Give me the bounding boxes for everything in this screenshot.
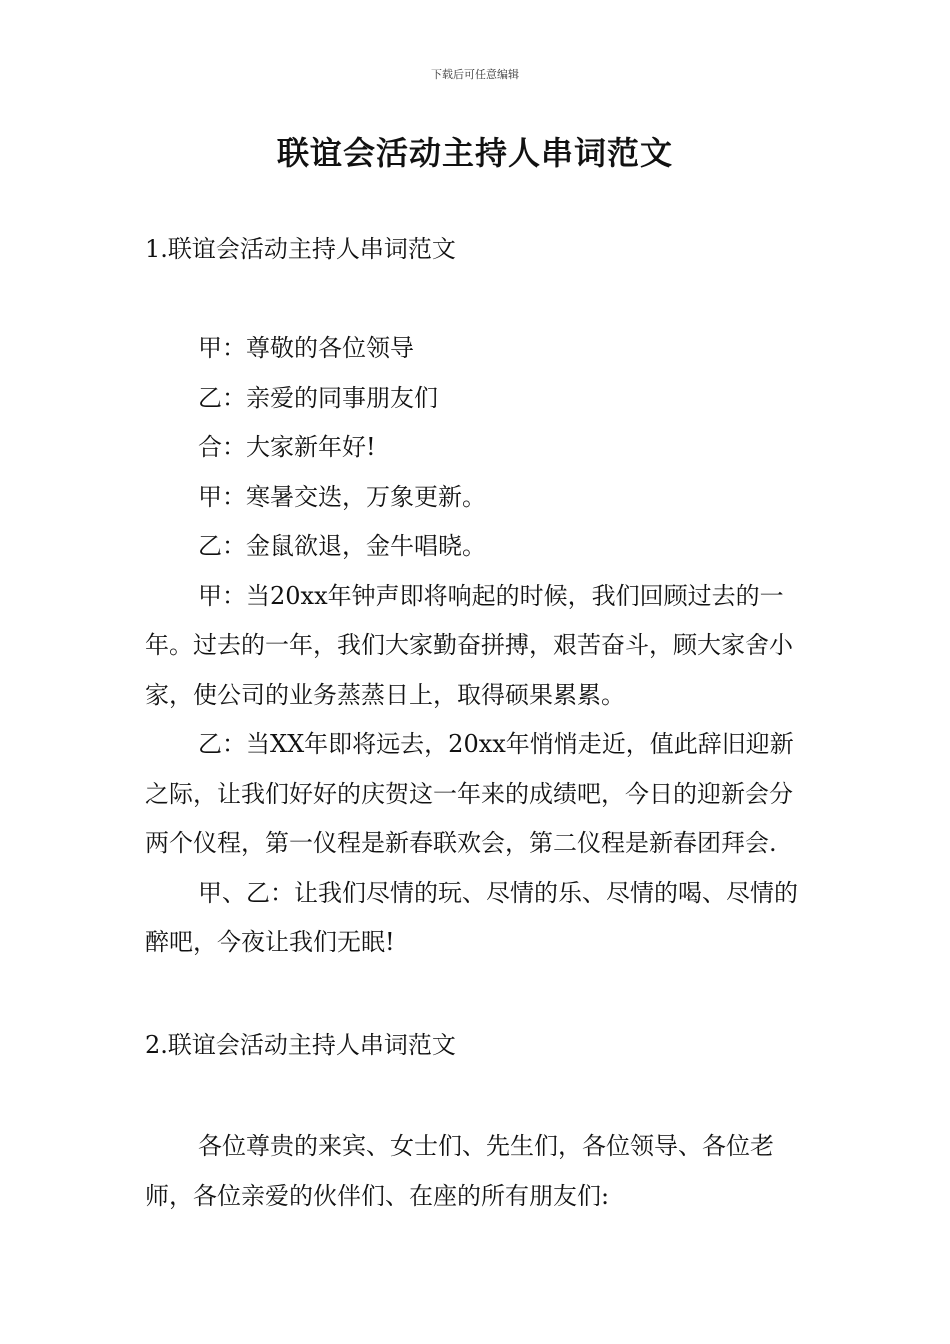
section-1-heading: 1.联谊会活动主持人串词范文 — [145, 235, 456, 263]
section-2-heading: 2.联谊会活动主持人串词范文 — [145, 1031, 456, 1059]
paragraph: 各位尊贵的来宾、女士们、先生们，各位领导、各位老师，各位亲爱的伙伴们、在座的所有朋友们: — [145, 1132, 774, 1210]
paragraph: 甲：尊敬的各位领导 — [198, 334, 414, 362]
document-title: 联谊会活动主持人串词范文 — [276, 134, 673, 172]
section-2-heading-block — [145, 1021, 807, 1071]
header-note: 下载后可任意编辑 — [431, 68, 519, 81]
paragraph: 合：大家新年好! — [198, 433, 376, 461]
section-1-heading-block — [145, 225, 807, 275]
section-1-body — [145, 324, 807, 968]
paragraph: 甲：寒暑交迭，万象更新。 — [198, 482, 486, 511]
section-2-body — [145, 1122, 807, 1221]
paragraph: 甲：当20xx年钟声即将响起的时候，我们回顾过去的一年。过去的一年，我们大家勤奋拼搏，艰苦奋斗，顾大家舍小家，使公司的业务蒸蒸日上，取得硕果累累。 — [145, 581, 793, 709]
paragraph: 甲、乙：让我们尽情的玩、尽情的乐、尽情的喝、尽情的醉吧，今夜让我们无眠! — [145, 878, 798, 956]
paragraph: 乙：金鼠欲退，金牛唱晓。 — [198, 532, 486, 560]
paragraph: 乙：亲爱的同事朋友们 — [198, 383, 438, 412]
paragraph: 乙：当XX年即将远去，20xx年悄悄走近，值此辞旧迎新之际，让我们好好的庆贺这一年来的成绩吧，今日的迎新会分两个仪程，第一仪程是新春联欢会，第二仪程是新春团拜会. — [145, 730, 794, 857]
